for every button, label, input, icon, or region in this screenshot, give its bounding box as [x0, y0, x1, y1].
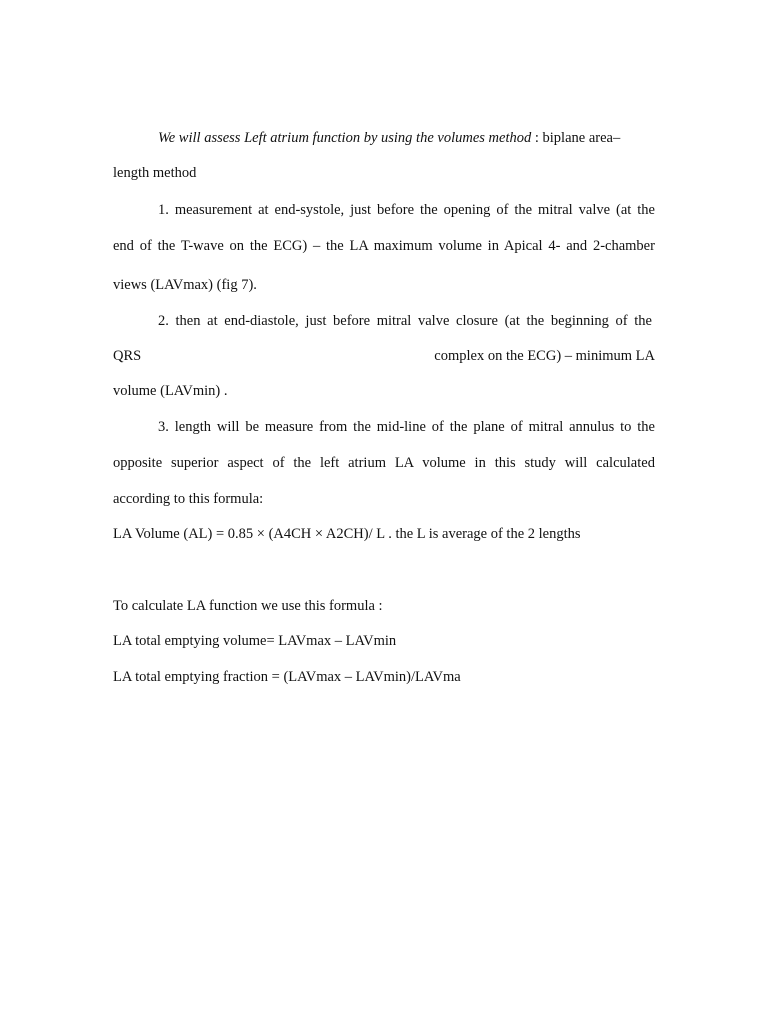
step2-text-qrs: QRS: [113, 348, 142, 364]
step2-line-3: volume (LAVmin) .: [113, 383, 228, 399]
step2-text-complex: complex on the ECG) – minimum LA: [434, 348, 655, 364]
intro-line-1: [158, 129, 655, 147]
emptying-fraction-formula: LA total emptying fraction = (LAVmax – LAVmin)/LAVma: [113, 669, 461, 685]
step3-line-3: according to this formula:: [113, 491, 264, 507]
step2-line-2: [113, 347, 655, 365]
function-intro: To calculate LA function we use this formula :: [113, 598, 383, 614]
step1-text-1: 1. measurement at end-systole, just before the opening of the mitral valve (at the: [158, 202, 655, 218]
intro-line-2: length method: [113, 165, 197, 181]
step1-line-1: [158, 201, 655, 219]
emptying-volume-formula: LA total emptying volume= LAVmax – LAVmin: [113, 633, 397, 649]
formula-volume: LA Volume (AL) = 0.85 × (A4CH × A2CH)/ L . the L is average of the 2 lengths: [113, 526, 581, 542]
step1-line-2: end of the T-wave on the ECG) – the LA maximum volume in Apical 4- and 2-chamber: [113, 238, 655, 254]
step3-line-1: 3. length will be measure from the mid-line of the plane of mitral annulus to the: [158, 419, 655, 435]
intro-rest-text: : biplane area–: [531, 130, 621, 146]
intro-italic-text: We will assess Left atrium function by using the volumes method: [158, 130, 532, 146]
step1-line-3: views (LAVmax) (fig 7).: [113, 277, 257, 293]
step2-line-1: 2. then at end-diastole, just before mitral valve closure (at the beginning of the: [158, 313, 652, 329]
step3-line-2: opposite superior aspect of the left atrium LA volume in this study will calculated: [113, 455, 655, 471]
